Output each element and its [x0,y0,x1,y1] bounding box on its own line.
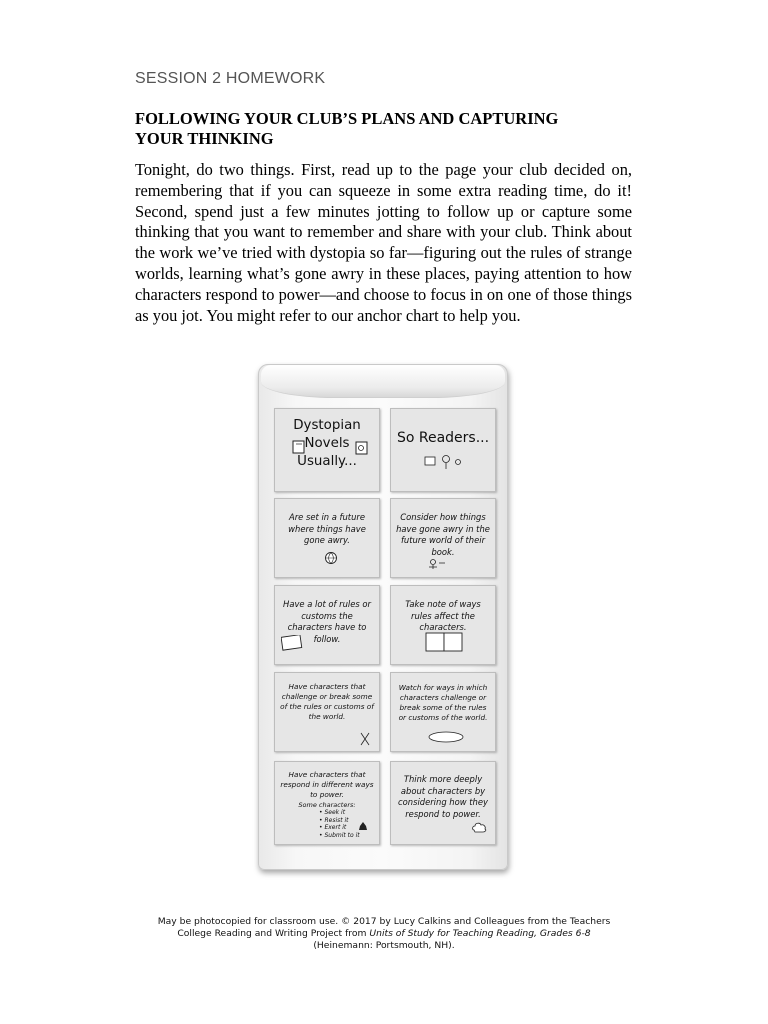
row2-right-text: Take note of ways rules affect the characters. [405,599,481,632]
footer-line: May be photocopied for classroom use. © 2017 by Lucy Calkins and Colleagues from the Teachers [157,916,611,927]
session-label: SESSION 2 HOMEWORK [135,70,326,87]
power-list-item: • Exert it [319,824,347,832]
power-item-text: Submit to it [324,831,360,839]
footer-line: (Heinemann: Portsmouth, NH). [313,940,455,951]
homework-heading: FOLLOWING YOUR CLUB’S PLANS AND CAPTURING YOUR THINKING [135,109,559,148]
chart-header-left-text: Dystopian Novels Usually... [293,418,361,469]
power-subhead: Some characters: [298,801,356,809]
reader-doodle-icon [424,453,464,471]
chart-note-row1-left [274,498,380,578]
footer-line [100,928,668,940]
power-item-text: Exert it [324,824,347,832]
globe-icon [324,551,338,565]
chain-icon [359,731,371,747]
row3-right-text: Watch for ways in which characters challenge or break some of the rules or customs of the world. [398,683,488,722]
chart-note-row2-right [390,585,496,665]
homework-instructions: Tonight, do two things. First, read up to the page your club decided on, remembering that if you can squeeze in some extra reading time, do it! Second, spend just a few minutes jotting to follow up or capture some thinking that you want to remember and share with your club. Think about the work we’ve tried with dystopia so far—figuring out the rules of strange worlds, learning what’s gone awry in these places, paying attention to how characters respond to power—and choose to focus in on one of those things as you jot. You might refer to our anchor chart to help you. [135,160,632,325]
row3-left-text: Have characters that challenge or break some of the rules or customs of the world. [280,682,374,721]
chart-note-row2-left [274,585,380,665]
chess-piece-icon [356,819,370,831]
notebook-icon [425,631,465,653]
chart-header-right-text: So Readers... [396,430,490,446]
row4-right-text: Think more deeply about characters by considering how they respond to power. [398,774,488,819]
figure-doodle-icon [427,558,447,570]
footer-book-title: Units of Study for Teaching Reading, Grades 6-8 [369,928,591,939]
power-list-item: • Submit to it [319,831,360,839]
rules-sign-icon [281,635,303,651]
copyright-footer [100,916,668,952]
row4-left-text: Have characters that respond in different ways to power. [280,770,374,799]
chart-note-row4-left [274,761,380,845]
footer-prefix: College Reading and Writing Project from [177,928,370,939]
book-icon [355,441,369,455]
anchor-chart [258,364,508,870]
power-list-item: • Seek it [319,809,346,816]
row1-right-text: Consider how things have gone awry in the future world of their book. [396,512,490,557]
row2-left-text: Have a lot of rules or customs the characters have to follow. [283,599,371,644]
cloud-doodle-icon [471,820,489,834]
row1-left-text: Are set in a future where things have gone awry. [288,512,366,545]
chart-header-right [390,408,496,492]
power-item-text: Seek it [324,809,346,816]
book-icon [292,440,306,454]
power-list-item: • Resist it [319,816,349,824]
speech-bubble-icon [427,731,465,743]
power-item-text: Resist it [324,816,349,824]
